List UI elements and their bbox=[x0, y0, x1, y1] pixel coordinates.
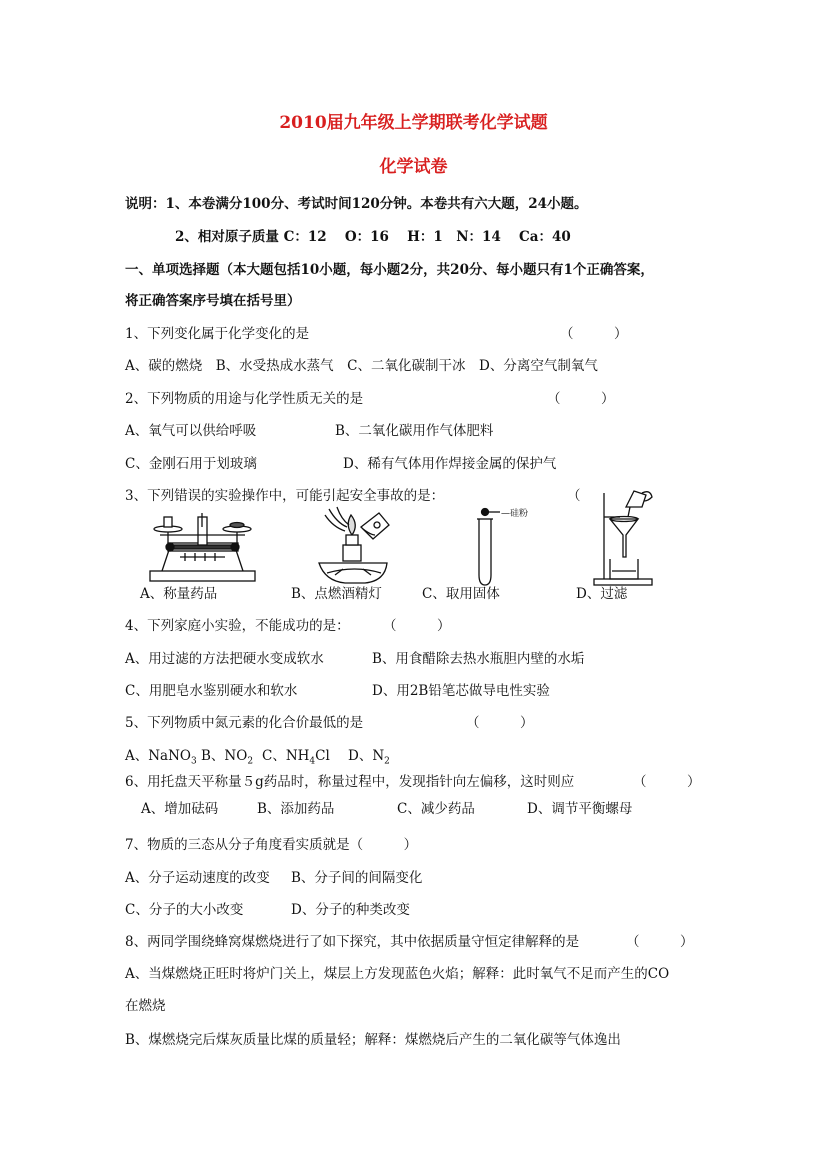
question-5-option-b: B、$NO_2$ bbox=[201, 748, 254, 767]
question-3-option-c: C、取用固体 bbox=[422, 586, 500, 602]
question-6-option-b: B、添加药品 bbox=[257, 801, 335, 817]
question-4-stem: 4、下列家庭小实验，不能成功的是： bbox=[125, 618, 350, 634]
question-2-option-c: C、金刚石用于划玻璃 bbox=[125, 456, 257, 472]
filtration-figure bbox=[590, 487, 660, 587]
section-heading-2: 将正确答案序号填在括号里） bbox=[125, 293, 301, 309]
question-8-stem: 8、两同学围绕蜂窝煤燃烧进行了如下探究，其中依据质量守恒定律解释的是 bbox=[125, 934, 580, 950]
question-5-option-c: C、$NH_4Cl$ bbox=[262, 748, 330, 767]
question-3-option-b: B、点燃酒精灯 bbox=[291, 586, 382, 602]
question-7-option-a: A、分子运动速度的改变 bbox=[125, 870, 270, 886]
question-2-option-d: D、稀有气体用作焊接金属的保护气 bbox=[343, 456, 557, 472]
question-5-option-d: D、$N_2$ bbox=[348, 748, 390, 767]
question-8-answer-paren: （ ） bbox=[626, 934, 694, 950]
exam-subtitle: 化学试卷 bbox=[379, 157, 448, 177]
question-4-option-c: C、用肥皂水鉴别硬水和软水 bbox=[125, 683, 298, 699]
question-5-stem: 5、下列物质中氮元素的化合价最低的是 bbox=[125, 715, 364, 731]
question-6-option-d: D、调节平衡螺母 bbox=[527, 801, 633, 817]
silicon-powder-label: —硅粉 bbox=[501, 509, 529, 519]
question-3-answer-paren: （ bbox=[567, 488, 581, 504]
question-8-option-a-line-1: A、当煤燃烧正旺时将炉门关上，煤层上方发现蓝色火焰；解释：此时氧气不足而产生的CO bbox=[125, 966, 670, 982]
balance-figure bbox=[140, 505, 265, 585]
instructions-line-2: 2、相对原子质量 C：12 O：16 H：1 N：14 Ca：40 bbox=[175, 229, 571, 245]
alcohol-lamp-figure bbox=[315, 505, 395, 585]
question-7-option-d: D、分子的种类改变 bbox=[291, 902, 410, 918]
question-1-options: A、碳的燃烧 B、水受热成水蒸气 C、二氧化碳制干冰 D、分离空气制氧气 bbox=[125, 358, 598, 374]
question-3-stem: 3、下列错误的实验操作中，可能引起安全事故的是： bbox=[125, 488, 445, 504]
question-3-option-d: D、过滤 bbox=[576, 586, 628, 602]
question-8-option-a-line-2: 在燃烧 bbox=[125, 998, 166, 1014]
question-7-stem: 7、物质的三态从分子角度看实质就是（ ） bbox=[125, 837, 418, 853]
question-4-option-b: B、用食醋除去热水瓶胆内壁的水垢 bbox=[372, 651, 585, 667]
question-7-option-c: C、分子的大小改变 bbox=[125, 902, 244, 918]
question-1-answer-paren: （ ） bbox=[560, 326, 628, 342]
question-5-answer-paren: （ ） bbox=[466, 715, 534, 731]
instructions-line-1: 说明：1、本卷满分100分、考试时间120分钟。本卷共有六大题，24小题。 bbox=[125, 196, 588, 212]
question-4-option-a: A、用过滤的方法把硬水变成软水 bbox=[125, 651, 324, 667]
question-6-option-c: C、减少药品 bbox=[397, 801, 475, 817]
question-2-option-a: A、氧气可以供给呼吸 bbox=[125, 423, 257, 439]
question-1-stem: 1、下列变化属于化学变化的是 bbox=[125, 326, 310, 342]
question-2-option-b: B、二氧化碳用作气体肥料 bbox=[335, 423, 494, 439]
question-3-option-a: A、称量药品 bbox=[140, 586, 218, 602]
question-7-option-b: B、分子间的间隔变化 bbox=[291, 870, 423, 886]
question-2-stem: 2、下列物质的用途与化学性质无关的是 bbox=[125, 391, 364, 407]
question-5-option-a: A、NaNO$_3$ bbox=[125, 748, 197, 767]
exam-title: 2010届九年级上学期联考化学试题 bbox=[279, 113, 548, 133]
question-8-option-b: B、煤燃烧完后煤灰质量比煤的质量轻；解释：煤燃烧后产生的二氧化碳等气体逸出 bbox=[125, 1032, 621, 1048]
question-6-stem: 6、用托盘天平称量５g药品时，称量过程中，发现指针向左偏移，这时则应 bbox=[125, 774, 575, 790]
section-heading-1: 一、单项选择题（本大题包括10小题，每小题2分，共20分、每小题只有1个正确答案， bbox=[125, 262, 654, 278]
question-6-answer-paren: （ ） bbox=[633, 774, 701, 790]
question-4-answer-paren: （ ） bbox=[383, 618, 451, 634]
test-tube-figure bbox=[475, 505, 535, 587]
question-2-answer-paren: （ ） bbox=[547, 391, 615, 407]
question-6-option-a: A、增加砝码 bbox=[141, 801, 219, 817]
question-4-option-d: D、用2B铅笔芯做导电性实验 bbox=[372, 683, 550, 699]
